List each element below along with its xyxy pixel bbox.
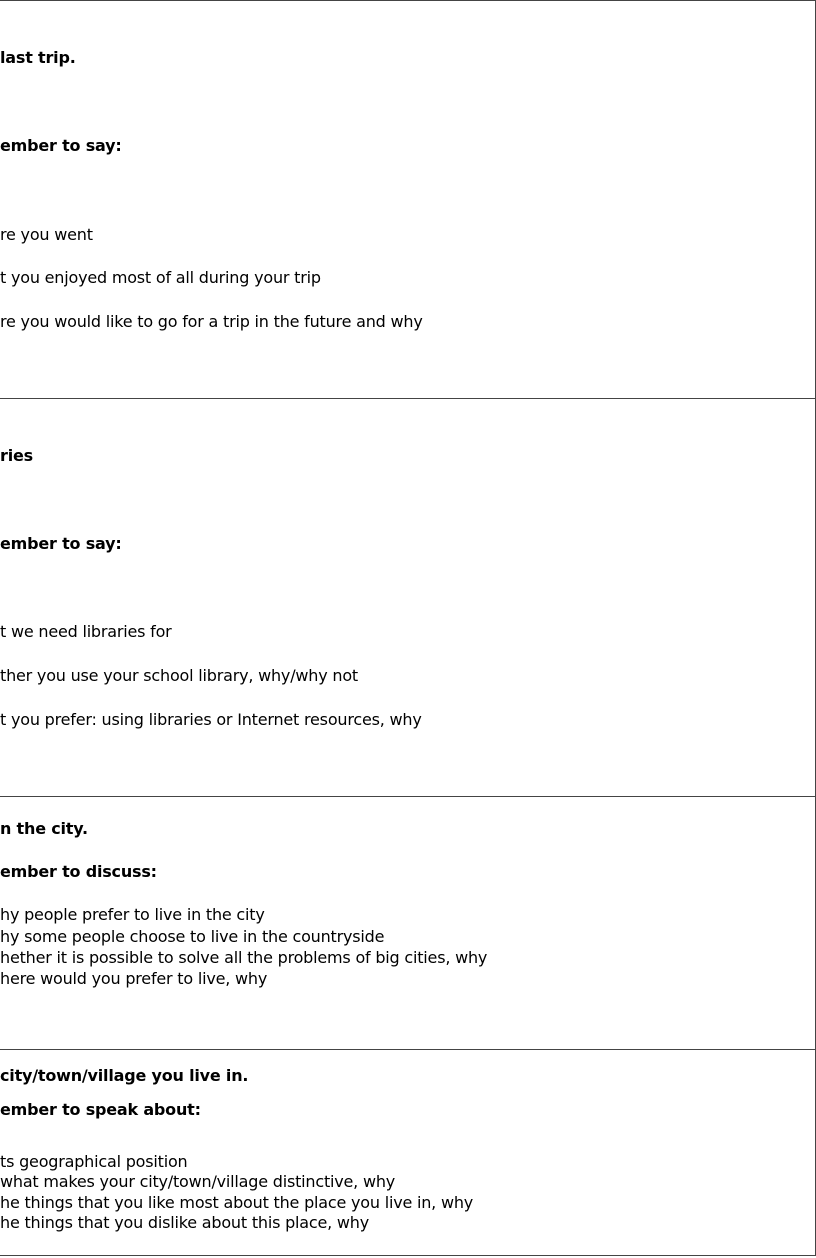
task-card-1-point-3: re you would like to go for a trip in the future and why xyxy=(0,312,423,331)
task-card-2-prompt: ember to say: xyxy=(0,534,122,553)
task-card-4-point-3: he things that you like most about the place you live in, why xyxy=(0,1193,474,1212)
task-card-2-point-2: ther you use your school library, why/why not xyxy=(0,666,358,685)
task-card-2-point-1: t we need libraries for xyxy=(0,622,172,641)
task-card-1-title: last trip. xyxy=(0,48,76,67)
card-divider-1 xyxy=(0,398,816,399)
task-card-4-point-1: ts geographical position xyxy=(0,1152,188,1171)
task-card-4-prompt: ember to speak about: xyxy=(0,1100,201,1119)
task-card-4-title: city/town/village you live in. xyxy=(0,1066,249,1085)
task-card-2-title: ries xyxy=(0,446,33,465)
task-card-4-point-4: he things that you dislike about this place, why xyxy=(0,1213,370,1232)
task-card-3-point-1: hy people prefer to live in the city xyxy=(0,905,265,924)
card-1-top-border xyxy=(0,0,816,1)
task-card-1-point-2: t you enjoyed most of all during your trip xyxy=(0,268,321,287)
card-4-bottom-border xyxy=(0,1255,816,1256)
task-card-3-point-2: hy some people choose to live in the countryside xyxy=(0,927,385,946)
task-card-3-title: n the city. xyxy=(0,819,88,838)
task-card-2-point-3: t you prefer: using libraries or Internet resources, why xyxy=(0,710,422,729)
task-card-3-point-3: hether it is possible to solve all the problems of big cities, why xyxy=(0,948,488,967)
task-card-3-prompt: ember to discuss: xyxy=(0,862,157,881)
task-card-1-prompt: ember to say: xyxy=(0,136,122,155)
task-card-4-point-2: what makes your city/town/village distinctive, why xyxy=(0,1172,396,1191)
card-divider-2 xyxy=(0,796,816,797)
task-card-3-point-4: here would you prefer to live, why xyxy=(0,969,268,988)
task-card-1-point-1: re you went xyxy=(0,225,93,244)
card-divider-3 xyxy=(0,1049,816,1050)
